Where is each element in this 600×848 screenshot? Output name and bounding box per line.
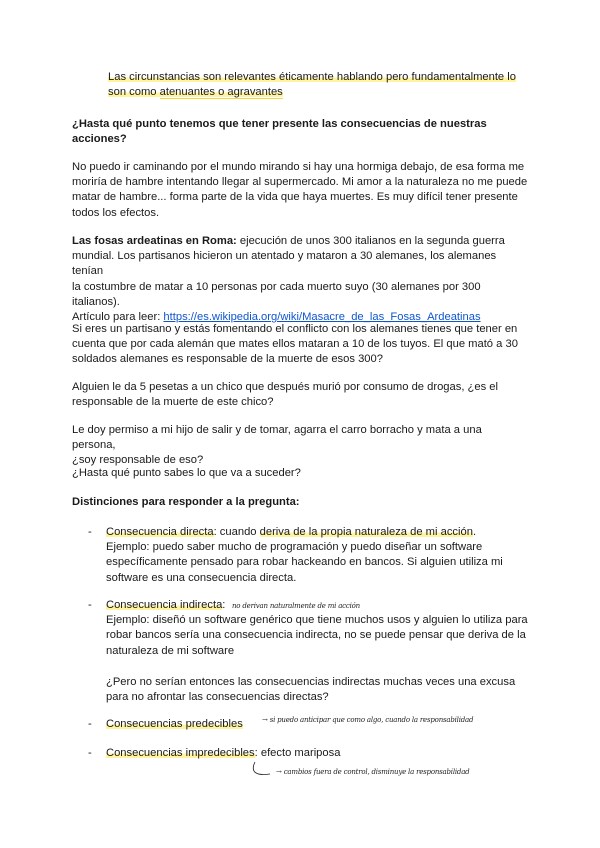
p3-line-1: Alguien le da 5 pesetas a un chico que después murió por consumo de drogas, ¿es el xyxy=(72,381,499,393)
p1-line-4: todos los efectos. xyxy=(72,206,160,219)
handwritten-note-predecibles: → si puedo anticipar que como algo, cuando la responsabilidad xyxy=(262,716,474,724)
question-line-1: ¿Hasta qué punto tenemos que tener presente las consecuencias de nuestras xyxy=(72,118,487,130)
handwritten-note-impredecibles: → cambios fuera de control, disminuye la responsabilidad xyxy=(276,768,470,776)
p3-line-2: responsable de la muerte de este chico? xyxy=(72,396,274,409)
directa-end: . xyxy=(472,526,477,538)
handwritten-note-indirecta: no derivan naturalmente de mi acción xyxy=(232,602,360,610)
indirecta-ex-1: Ejemplo: diseñó un software genérico que tiene muchos usos y alguien lo utiliza para xyxy=(106,614,528,627)
fosas-line-4: italianos). xyxy=(72,295,120,308)
article-link[interactable]: https://es.wikipedia.org/wiki/Masacre_de_las_Fosas_Ardeatinas xyxy=(163,311,481,324)
p2-line-3: soldados alemanes es responsable de la muerte de esos 300? xyxy=(72,353,383,366)
distinctions-heading: Distinciones para responder a la pregunta: xyxy=(72,496,300,508)
intro-line-2: son como xyxy=(108,86,160,99)
p4-line-1: Le doy permiso a mi hijo de salir y de tomar, agarra el carro borracho y mata a una persona, xyxy=(72,424,482,452)
indirecta-q-1: ¿Pero no serían entonces las consecuencias indirectas muchas veces una excusa xyxy=(106,676,516,688)
p1-line-1: No puedo ir caminando por el mundo mirando si hay una hormiga debajo, de esa forma me xyxy=(72,161,525,173)
p1-line-2: moriría de hambre intentando llegar al supermercado. Mi amor a la naturaleza no me puede xyxy=(72,176,528,189)
predecibles-term: Consecuencias predecibles xyxy=(106,718,243,730)
fosas-line-2: mundial. Los partisanos hicieron un atentado y mataron a 30 alemanes, los alemanes tenían xyxy=(72,250,497,278)
intro-paragraph xyxy=(108,70,538,100)
directa-ex-2: específicamente pensado para robar hackeando en bancos. Si alguien utiliza mi xyxy=(106,556,503,569)
question-heading xyxy=(72,117,528,147)
indirecta-term: Consecuencia indirecta xyxy=(106,599,223,611)
suceder-paragraph xyxy=(72,466,528,481)
indirecta-question xyxy=(106,675,530,705)
partisano-paragraph xyxy=(72,322,528,368)
bullet-directa: - xyxy=(88,526,92,538)
directa-mid: : cuando xyxy=(213,526,260,538)
bullet-impredecibles: - xyxy=(88,747,92,759)
fosas-line-1: ejecución de unos 300 italianos en la segunda guerra xyxy=(236,235,505,247)
hormiga-paragraph xyxy=(72,160,528,221)
impredecibles-term: Consecuencias impredecibles xyxy=(106,747,255,759)
atenuantes-text: atenuantes o agravantes xyxy=(159,86,283,99)
p4-line-2: ¿soy responsable de eso? xyxy=(72,454,204,467)
pesetas-paragraph xyxy=(72,380,528,410)
directa-item xyxy=(106,525,530,586)
permiso-paragraph xyxy=(72,423,528,469)
indirecta-q-2: para no afrontar las consecuencias directas? xyxy=(106,691,329,704)
p5-line-1: ¿Hasta qué punto sabes lo que va a suceder? xyxy=(72,467,301,479)
directa-ex-3: software es una consecuencia directa. xyxy=(106,571,297,584)
p2-line-1: Si eres un partisano y estás fomentando el conflicto con los alemanes tienes que tener en xyxy=(72,323,518,335)
directa-def: deriva de la propia naturaleza de mi acción xyxy=(259,526,473,538)
impredecibles-mid: : efecto mariposa xyxy=(254,747,341,759)
directa-ex-1: Ejemplo: puedo saber mucho de programación y puedo diseñar un software xyxy=(106,541,483,554)
question-line-2: acciones? xyxy=(72,133,127,146)
bullet-predecibles: - xyxy=(88,718,92,730)
hook-arrow-stroke xyxy=(253,762,270,775)
indirecta-ex-3: naturaleza de mi software xyxy=(106,644,235,657)
indirecta-mid: : xyxy=(222,599,226,611)
fosas-paragraph xyxy=(72,234,528,325)
p2-line-2: cuenta que por cada alemán que mates ellos mataran a 10 de los tuyos. El que mató a 30 xyxy=(72,338,518,351)
fosas-line-3: la costumbre de matar a 10 personas por cada muerto suyo (30 alemanes por 300 xyxy=(72,280,481,293)
fosas-title: Las fosas ardeatinas en Roma: xyxy=(72,235,237,247)
p1-line-3: matar de hambre... forma parte de la vida que haya muertes. Es muy difícil tener presente xyxy=(72,191,518,204)
directa-term: Consecuencia directa xyxy=(106,526,214,538)
article-label: Artículo para leer: xyxy=(72,311,164,324)
impredecibles-item xyxy=(106,746,530,761)
indirecta-ex-2: robar bancos sería una consecuencia indirecta, no se puede pensar que deriva de la xyxy=(106,629,526,642)
intro-line-1: Las circunstancias son relevantes éticamente hablando pero fundamentalmente lo xyxy=(108,71,516,83)
bullet-indirecta: - xyxy=(88,599,92,611)
